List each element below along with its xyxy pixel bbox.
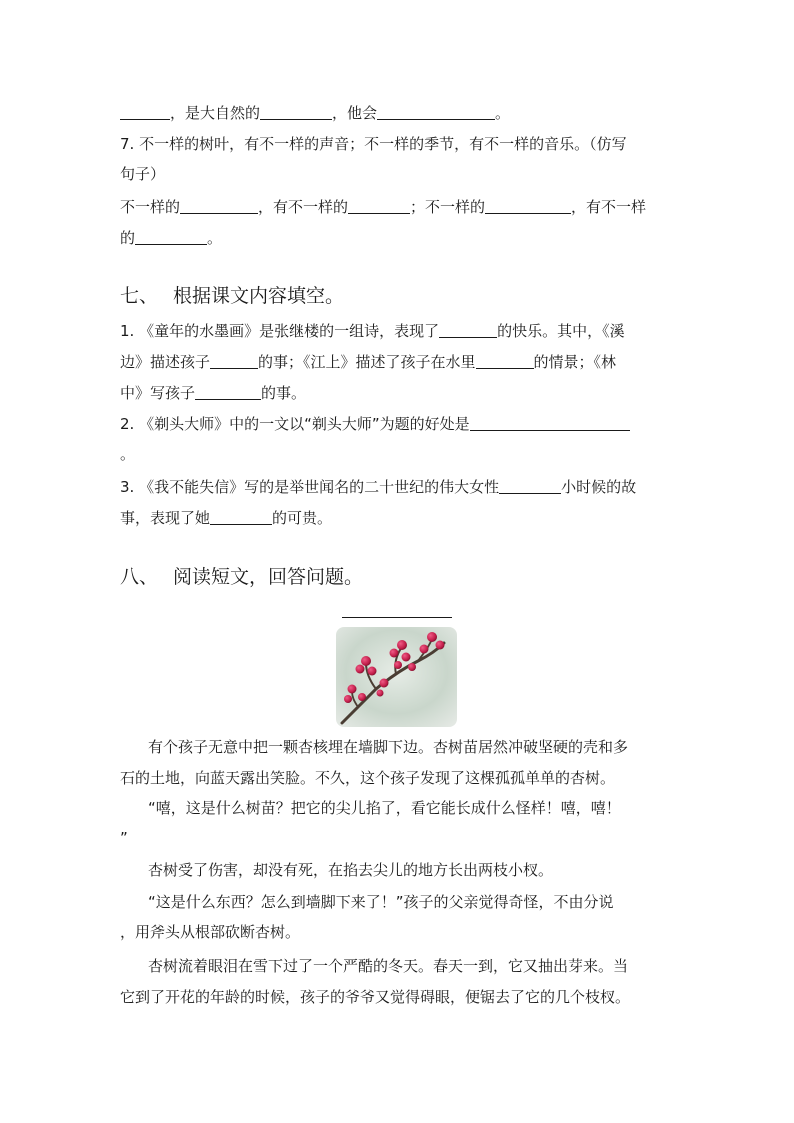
s7-q3-line-1: 3. 《我不能失信》写的是举世闻名的二十世纪的伟大女性 小时候的故 (120, 478, 637, 496)
blank[interactable] (348, 198, 410, 214)
plum-blossom-photo (336, 627, 457, 727)
passage-p3: 杏树受了伤害，却没有死，在掐去尖儿的地方长出两枝小杈。 (148, 861, 554, 879)
s7-q1-line-3: 中》写孩子 的事。 (120, 384, 307, 402)
blank[interactable] (499, 478, 561, 494)
s7-q2-line-1: 2. 《剃头大师》中的一文以“剃头大师”为题的好处是 (120, 414, 630, 434)
passage-p2-line-1: “嘻，这是什么树苗？把它的尖儿掐了，看它能长成什么怪样！嘻，嘻！ (148, 799, 621, 817)
blank[interactable] (210, 353, 258, 369)
passage-p1-line-1: 有个孩子无意中把一颗杏核埋在墙脚下边。杏树苗居然冲破坚硬的壳和多 (148, 738, 629, 756)
passage-p2-line-2: ” (120, 829, 128, 847)
blank[interactable] (377, 104, 495, 120)
passage-p5-line-2: 它到了开花的年龄的时候，孩子的爷爷又觉得碍眼，便锯去了它的几个枝杈。 (120, 988, 631, 1006)
blank[interactable] (120, 104, 170, 120)
q7-prompt: 7. 不一样的树叶，有不一样的声音；不一样的季节，有不一样的音乐。（仿写 (120, 135, 627, 153)
blank[interactable] (476, 353, 534, 369)
passage-title-blank[interactable] (342, 617, 452, 618)
q6-fill-line: ，是大自然的 ，他会 。 (120, 103, 510, 123)
blank[interactable] (210, 509, 272, 525)
passage-p5-line-1: 杏树流着眼泪在雪下过了一个严酷的冬天。春天一到，它又抽出芽来。当 (148, 957, 629, 975)
s7-q1-line-2: 边》描述孩子 的事；《江上》描述了孩子在水里 的情景；《林 (120, 353, 617, 371)
blank[interactable] (470, 415, 630, 431)
s7-q1-line-1: 1. 《童年的水墨画》是张继楼的一组诗，表现了 的快乐。其中，《溪 (120, 322, 625, 340)
section-8-heading (120, 565, 363, 589)
section-7-heading (120, 284, 344, 308)
blank[interactable] (485, 198, 571, 214)
passage-p4-line-2: ，用斧头从根部砍断杏树。 (120, 923, 301, 941)
q7-fill-line-2: 的 。 (120, 229, 223, 247)
section-title: 根据课文内容填空。 (173, 285, 345, 307)
blank[interactable] (135, 229, 207, 245)
section-number: 七、 (120, 285, 159, 307)
q7-fill-line: 不一样的 ，有不一样的 ；不一样的 ，有不一样 (120, 198, 647, 216)
blank[interactable] (180, 198, 258, 214)
passage-p1-line-2: 石的土地，向蓝天露出笑脸。不久，这个孩子发现了这棵孤孤单单的杏树。 (120, 769, 616, 787)
s7-q2-line-2: 。 (120, 445, 136, 463)
q7-prompt-cont: 句子） (120, 165, 166, 183)
s7-q3-line-2: 事，表现了她 的可贵。 (120, 509, 333, 527)
section-title: 阅读短文，回答问题。 (173, 566, 364, 588)
passage-p4-line-1: “这是什么东西？怎么到墙脚下来了！”孩子的父亲觉得奇怪，不由分说 (148, 893, 614, 911)
section-number: 八、 (120, 566, 159, 588)
blank[interactable] (260, 104, 332, 120)
blank[interactable] (195, 384, 261, 400)
plum-blossom-image (336, 627, 457, 727)
blank[interactable] (439, 322, 497, 338)
